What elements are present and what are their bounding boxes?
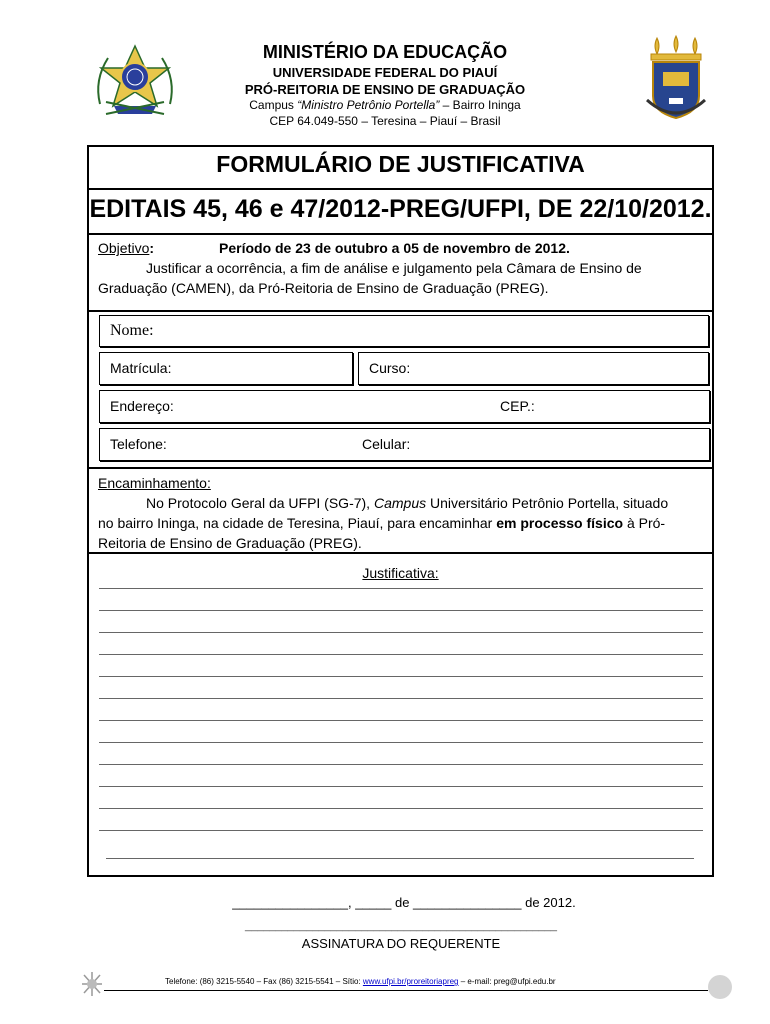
footer-rule <box>104 990 708 991</box>
forwarding-label: Encaminhamento: <box>98 475 211 491</box>
university-name: UNIVERSIDADE FEDERAL DO PIAUÍ <box>272 65 498 80</box>
divider <box>89 467 712 469</box>
forwarding-text: Universitário Petrônio Portella, situado <box>426 495 669 511</box>
forwarding-campus: Campus <box>373 495 427 511</box>
objective-text-line2: Graduação (CAMEN), da Pró-Reitoria de Ensino de Graduação (PREG). <box>98 280 549 296</box>
form-title: FORMULÁRIO DE JUSTIFICATIVA <box>216 151 585 177</box>
name-field[interactable] <box>99 315 709 347</box>
forwarding-text: No Protocolo Geral da UFPI (SG-7), <box>146 495 374 511</box>
phone-label: Telefone: <box>110 436 167 452</box>
justification-line[interactable] <box>99 676 703 677</box>
justification-line[interactable] <box>99 786 703 787</box>
justification-line[interactable] <box>99 588 703 589</box>
forwarding-line2 <box>98 513 665 533</box>
footer-emblem-icon <box>80 970 104 998</box>
justification-line[interactable] <box>99 742 703 743</box>
forwarding-text: no bairro Ininga, na cidade de Teresina, Piauí, para encaminhar <box>98 515 497 531</box>
ministry-heading: MINISTÉRIO DA EDUCAÇÃO <box>262 42 508 62</box>
divider <box>89 310 712 312</box>
name-label: Nome: <box>110 322 154 339</box>
divider <box>89 233 712 235</box>
objective-period: Período de 23 de outubro a 05 de novembro de 2012. <box>219 240 570 256</box>
date-line: ________________, _____ de _______________ de 2012. <box>232 895 576 910</box>
campus-line <box>0 98 770 112</box>
cellphone-label: Celular: <box>362 436 411 452</box>
objective-text-line1: Justificar a ocorrência, a fim de análise e julgamento pela Câmara de Ensino de <box>146 260 642 276</box>
footer-contact-text: Telefone: (86) 3215-5540 – Fax (86) 3215-5541 – Sítio: <box>165 977 363 986</box>
matricula-field[interactable] <box>99 352 353 385</box>
course-field[interactable] <box>358 352 709 385</box>
footer-site-link[interactable]: www.ufpi.br/proreitoriapreg <box>362 977 459 986</box>
phone-field[interactable] <box>99 428 710 461</box>
justification-line[interactable] <box>99 698 703 699</box>
justification-line[interactable] <box>106 858 694 859</box>
page-corner-button[interactable] <box>708 975 732 999</box>
forwarding-line3: Reitoria de Ensino de Graduação (PREG). <box>98 535 362 551</box>
justification-line[interactable] <box>99 610 703 611</box>
form-subtitle: EDITAIS 45, 46 e 47/2012-PREG/UFPI, DE 22/10/2012. <box>89 195 712 223</box>
dean-office-name: PRÓ-REITORIA DE ENSINO DE GRADUAÇÃO <box>244 82 526 97</box>
matricula-label: Matrícula: <box>110 360 172 376</box>
address-field[interactable] <box>99 390 710 423</box>
objective-colon: : <box>149 240 155 256</box>
justification-line[interactable] <box>99 654 703 655</box>
forwarding-text: à Pró- <box>623 515 666 531</box>
campus-name: “Ministro Petrônio Portella” <box>297 98 440 112</box>
justification-label: Justificativa: <box>362 565 439 581</box>
justification-line[interactable] <box>99 632 703 633</box>
justification-line[interactable] <box>99 808 703 809</box>
signature-line: ___________________________________________________ <box>244 920 557 932</box>
justification-line[interactable] <box>99 764 703 765</box>
footer-contact-text: – e-mail: preg@ufpi.edu.br <box>458 977 556 986</box>
justification-line[interactable] <box>99 830 703 831</box>
forwarding-emphasis: em processo físico <box>496 515 624 531</box>
forwarding-line1 <box>146 493 668 513</box>
signature-label: ASSINATURA DO REQUERENTE <box>301 936 501 951</box>
campus-prefix: Campus <box>249 98 298 112</box>
address-label: Endereço: <box>110 398 174 414</box>
objective-label-line <box>98 238 154 258</box>
divider <box>89 188 712 190</box>
course-label: Curso: <box>369 360 411 376</box>
cep-label: CEP.: <box>500 398 535 414</box>
campus-suffix: – Bairro Ininga <box>439 98 521 112</box>
justification-line[interactable] <box>99 720 703 721</box>
objective-label: Objetivo <box>98 240 150 256</box>
footer-contact <box>165 977 556 986</box>
postal-address: CEP 64.049-550 – Teresina – Piauí – Brasil <box>269 114 501 128</box>
